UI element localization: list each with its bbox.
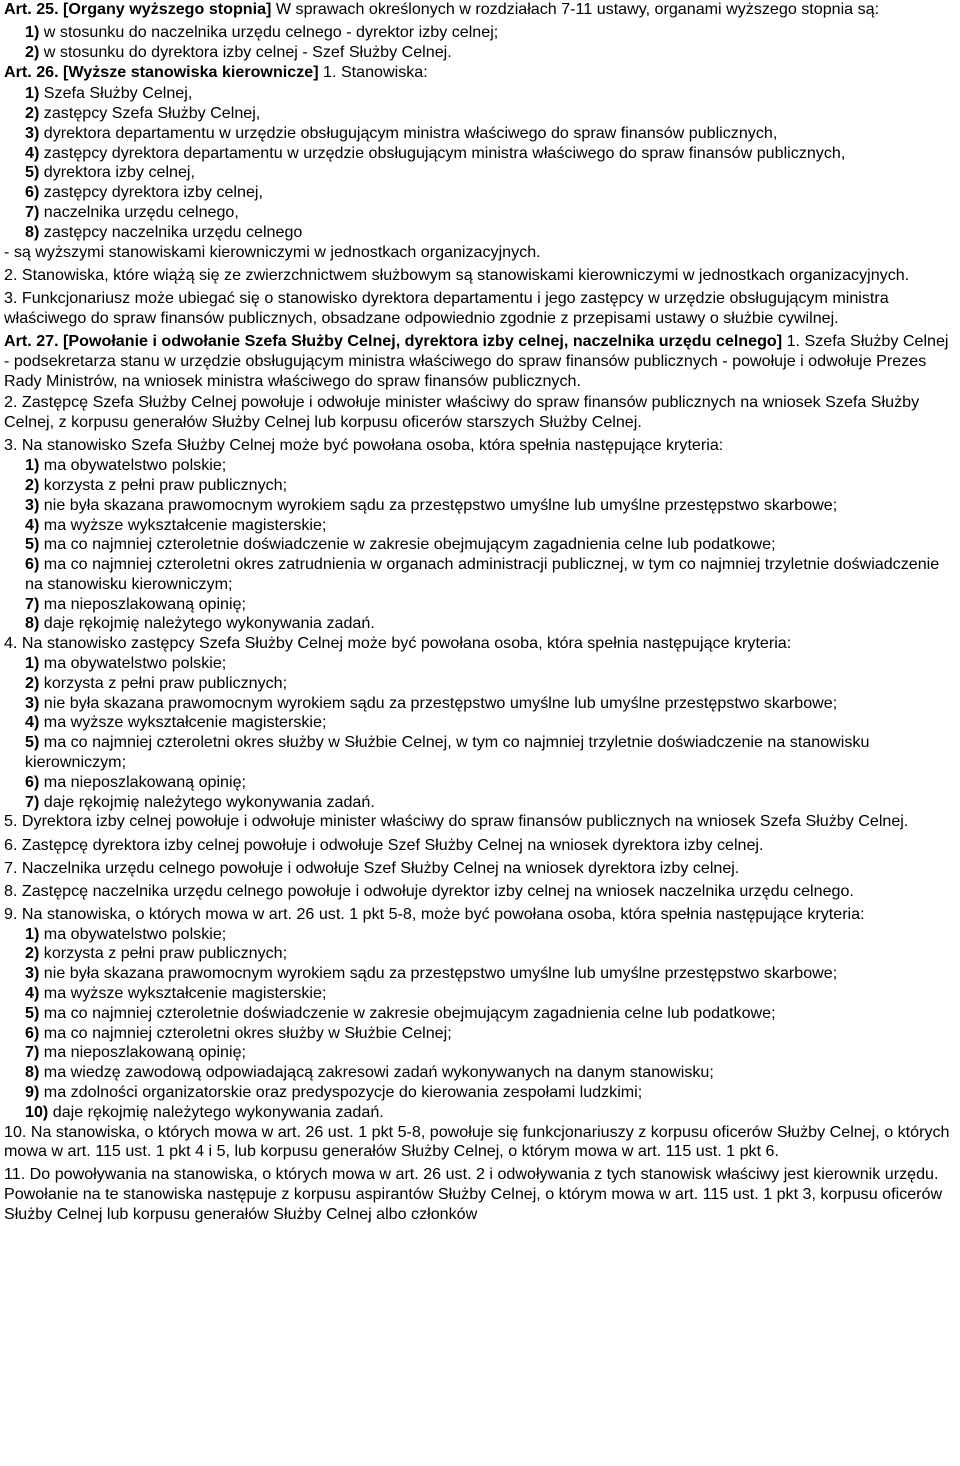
point-text: ma obywatelstwo polskie; bbox=[43, 654, 227, 673]
point-text: ma co najmniej czteroletni okres służby w Służbie Celnej, w tym co najmniej trzyletnie doświadczenie na stanowisku kierowniczym; bbox=[25, 733, 870, 772]
point-number: 5) bbox=[25, 1003, 40, 1022]
article-intro: W sprawach określonych w rozdziałach 7-11 ustawy, organami wyższego stopnia są: bbox=[275, 0, 880, 18]
paragraph-4-list bbox=[4, 654, 956, 812]
list-item bbox=[25, 535, 956, 555]
point-text: daje rękojmię należytego wykonywania zadań. bbox=[43, 792, 375, 811]
point-number: 8) bbox=[25, 614, 40, 633]
point-number: 1) bbox=[25, 654, 40, 673]
list-item bbox=[25, 713, 956, 733]
paragraph-3: 3. Na stanowisko Szefa Służby Celnej może być powołana osoba, która spełnia następujące kryteria: bbox=[4, 436, 724, 455]
list-item bbox=[25, 476, 956, 496]
point-number: 7) bbox=[25, 1043, 40, 1062]
list-item bbox=[25, 43, 956, 63]
paragraph-8: 8. Zastępcę naczelnika urzędu celnego powołuje i odwołuje dyrektor izby celnej na wniosek naczelnika urzędu celnego. bbox=[4, 881, 854, 900]
paragraph-3-list bbox=[4, 456, 956, 634]
article-title: [Organy wyższego stopnia] bbox=[63, 0, 272, 18]
paragraph-10: 10. Na stanowiska, o których mowa w art. 26 ust. 1 pkt 5-8, powołuje się funkcjonariuszy z korpusu oficerów Służby Celnej, o których mowa w art. 115 ust. 1 pkt 4 i 5, lub korpusu generałów Służby Celnej, o którym mowa w art. 115 ust. 1 pkt 6. bbox=[4, 1122, 950, 1161]
point-text: w stosunku do dyrektora izby celnej - Szef Służby Celnej. bbox=[43, 42, 452, 61]
point-number: 4) bbox=[25, 143, 40, 162]
list-item bbox=[25, 1063, 956, 1083]
point-number: 2) bbox=[25, 104, 40, 123]
list-item bbox=[25, 223, 956, 243]
point-number: 7) bbox=[25, 594, 40, 613]
point-text: ma obywatelstwo polskie; bbox=[43, 924, 227, 943]
paragraph-7: 7. Naczelnika urzędu celnego powołuje i odwołuje Szef Służby Celnej na wniosek dyrektora izby celnej. bbox=[4, 858, 740, 877]
point-text: daje rękojmię należytego wykonywania zadań. bbox=[43, 614, 375, 633]
point-text: ma nieposzlakowaną opinię; bbox=[43, 1043, 246, 1062]
list-item bbox=[25, 1103, 956, 1123]
paragraph-3: 3. Funkcjonariusz może ubiegać się o stanowisko dyrektora departamentu i jego zastępcy w urzędzie obsługującym ministra właściwego do spraw finansów publicznych, obsadzane odpowiednio zgodnie z przepisami ustawy o służbie cywilnej. bbox=[4, 289, 889, 328]
point-number: 8) bbox=[25, 222, 40, 241]
point-text: korzysta z pełni praw publicznych; bbox=[43, 475, 288, 494]
point-text: ma nieposzlakowaną opinię; bbox=[43, 594, 246, 613]
paragraph-1: 1. Szefa Służby Celnej - podsekretarza stanu w urzędzie obsługującym ministra właściwego do spraw finansów publicznych - powołuje i odwołuje Prezes Rady Ministrów, na wniosek ministra właściwego do spraw finansów publicznych. bbox=[4, 332, 949, 390]
point-number: 2) bbox=[25, 944, 40, 963]
art-27 bbox=[4, 332, 956, 391]
paragraph-4: 4. Na stanowisko zastępcy Szefa Służby Celnej może być powołana osoba, która spełnia następujące kryteria: bbox=[4, 634, 792, 653]
list-item bbox=[25, 793, 956, 813]
list-item bbox=[25, 773, 956, 793]
list-item bbox=[25, 984, 956, 1004]
paragraph-6: 6. Zastępcę dyrektora izby celnej powołuje i odwołuje Szef Służby Celnej na wniosek dyrektora izby celnej. bbox=[4, 835, 764, 854]
list-item bbox=[25, 203, 956, 223]
point-text: ma zdolności organizatorskie oraz predyspozycje do kierowania zespołami ludzkimi; bbox=[43, 1083, 643, 1101]
list-item bbox=[25, 694, 956, 714]
point-text: ma co najmniej czteroletni okres służby w Służbie Celnej; bbox=[43, 1023, 452, 1042]
art-26 bbox=[4, 63, 956, 83]
point-text: w stosunku do naczelnika urzędu celnego - dyrektor izby celnej; bbox=[43, 23, 499, 42]
list-item bbox=[25, 516, 956, 536]
list-item bbox=[25, 944, 956, 964]
point-number: 7) bbox=[25, 792, 40, 811]
point-text: naczelnika urzędu celnego, bbox=[43, 203, 239, 222]
point-number: 6) bbox=[25, 555, 40, 574]
paragraph-1: 1. Stanowiska: bbox=[323, 62, 428, 81]
point-number: 6) bbox=[25, 183, 40, 202]
point-number: 6) bbox=[25, 772, 40, 791]
point-number: 1) bbox=[25, 84, 40, 103]
point-text: Szefa Służby Celnej, bbox=[43, 84, 193, 103]
point-text: ma obywatelstwo polskie; bbox=[43, 456, 227, 475]
point-number: 1) bbox=[25, 456, 40, 475]
paragraph-9-list bbox=[4, 925, 956, 1123]
paragraph-11: 11. Do powoływania na stanowiska, o których mowa w art. 26 ust. 2 i odwoływania z tych stanowisk właściwy jest kierownik urzędu. Powołanie na te stanowiska następuje z korpusu aspirantów Służby Celnej, o którym mowa w art. 115 ust. 1 pkt 3, korpusu oficerów Służby Celnej lub korpusu generałów Służby Celnej albo członków bbox=[4, 1165, 943, 1224]
point-number: 8) bbox=[25, 1063, 40, 1082]
list-item bbox=[25, 163, 956, 183]
paragraph-2: 2. Zastępcę Szefa Służby Celnej powołuje i odwołuje minister właściwy do spraw finansów publicznych na wniosek Szefa Służby Celnej, z korpusu generałów Służby Celnej lub korpusu oficerów starszych Służby Celnej. bbox=[4, 393, 920, 432]
point-text: ma wyższe wykształcenie magisterskie; bbox=[43, 515, 327, 534]
point-text: ma wyższe wykształcenie magisterskie; bbox=[43, 713, 327, 732]
list-item bbox=[25, 595, 956, 615]
point-number: 10) bbox=[25, 1102, 49, 1121]
point-number: 3) bbox=[25, 964, 40, 983]
point-text: korzysta z pełni praw publicznych; bbox=[43, 673, 288, 692]
point-number: 2) bbox=[25, 673, 40, 692]
list-item bbox=[25, 1083, 956, 1103]
point-text: zastępcy dyrektora izby celnej, bbox=[43, 183, 263, 202]
article-title: [Powołanie i odwołanie Szefa Służby Celnej, dyrektora izby celnej, naczelnika urzędu celnego] bbox=[63, 332, 783, 351]
article-title: [Wyższe stanowiska kierownicze] bbox=[63, 62, 319, 81]
list-item bbox=[25, 496, 956, 516]
list-item bbox=[25, 614, 956, 634]
list-item bbox=[25, 183, 956, 203]
paragraph-5: 5. Dyrektora izby celnej powołuje i odwołuje minister właściwy do spraw finansów publicznych na wniosek Szefa Służby Celnej. bbox=[4, 812, 909, 831]
point-text: dyrektora departamentu w urzędzie obsługującym ministra właściwego do spraw finansów publicznych, bbox=[43, 123, 778, 142]
point-number: 3) bbox=[25, 123, 40, 142]
point-number: 1) bbox=[25, 924, 40, 943]
paragraph-9: 9. Na stanowiska, o których mowa w art. 26 ust. 1 pkt 5-8, może być powołana osoba, która spełnia następujące kryteria: bbox=[4, 904, 865, 923]
point-number: 4) bbox=[25, 515, 40, 534]
point-number: 4) bbox=[25, 984, 40, 1003]
point-number: 6) bbox=[25, 1023, 40, 1042]
point-text: ma nieposzlakowaną opinię; bbox=[43, 772, 246, 791]
point-number: 2) bbox=[25, 42, 40, 61]
article-number: Art. 27. bbox=[4, 332, 59, 351]
point-text: ma wyższe wykształcenie magisterskie; bbox=[43, 984, 327, 1003]
article-number: Art. 26. bbox=[4, 62, 59, 81]
list-item bbox=[25, 1043, 956, 1063]
point-number: 9) bbox=[25, 1083, 40, 1101]
point-text: nie była skazana prawomocnym wyrokiem sądu za przestępstwo umyślne lub umyślne przestępstwo skarbowe; bbox=[43, 693, 838, 712]
point-text: daje rękojmię należytego wykonywania zadań. bbox=[52, 1102, 384, 1121]
point-text: ma co najmniej czteroletni okres zatrudnienia w organach administracji publicznej, w tym co najmniej trzyletnie doświadczenie na stanowisku kierowniczym; bbox=[25, 555, 940, 593]
article-number: Art. 25. bbox=[4, 0, 59, 18]
point-text: ma co najmniej czteroletnie doświadczenie w zakresie obejmującym zagadnienia celne lub podatkowe; bbox=[43, 1003, 776, 1022]
list-item bbox=[25, 555, 956, 595]
point-text: nie była skazana prawomocnym wyrokiem sądu za przestępstwo umyślne lub umyślne przestępstwo skarbowe; bbox=[43, 495, 838, 514]
point-text: zastępcy Szefa Służby Celnej, bbox=[43, 104, 261, 123]
art-26-list bbox=[4, 84, 956, 242]
point-text: nie była skazana prawomocnym wyrokiem sądu za przestępstwo umyślne lub umyślne przestępstwo skarbowe; bbox=[43, 964, 838, 983]
point-text: zastępcy dyrektora departamentu w urzędzie obsługującym ministra właściwego do spraw finansów publicznych, bbox=[43, 143, 846, 162]
list-item bbox=[25, 124, 956, 144]
point-number: 5) bbox=[25, 535, 40, 554]
point-number: 4) bbox=[25, 713, 40, 732]
point-number: 3) bbox=[25, 693, 40, 712]
list-item bbox=[25, 104, 956, 124]
list-item bbox=[25, 84, 956, 104]
point-text: ma wiedzę zawodową odpowiadającą zakresowi zadań wykonywanych na danym stanowisku; bbox=[43, 1063, 714, 1082]
art-25 bbox=[4, 0, 956, 20]
list-item bbox=[25, 964, 956, 984]
list-item bbox=[25, 23, 956, 43]
list-item bbox=[25, 144, 956, 164]
list-item bbox=[25, 654, 956, 674]
list-item bbox=[25, 456, 956, 476]
list-item bbox=[25, 674, 956, 694]
point-text: ma co najmniej czteroletnie doświadczenie w zakresie obejmującym zagadnienia celne lub podatkowe; bbox=[43, 535, 776, 554]
point-number: 5) bbox=[25, 163, 40, 182]
point-number: 5) bbox=[25, 733, 40, 752]
point-number: 2) bbox=[25, 475, 40, 494]
point-number: 1) bbox=[25, 23, 40, 42]
list-item bbox=[25, 1024, 956, 1044]
point-number: 3) bbox=[25, 495, 40, 514]
art-26-closing: - są wyższymi stanowiskami kierowniczymi w jednostkach organizacyjnych. bbox=[4, 242, 541, 261]
point-text: korzysta z pełni praw publicznych; bbox=[43, 944, 288, 963]
list-item bbox=[25, 733, 956, 773]
point-text: dyrektora izby celnej, bbox=[43, 163, 195, 182]
list-item bbox=[25, 1004, 956, 1024]
point-text: zastępcy naczelnika urzędu celnego bbox=[43, 222, 303, 241]
art-25-list bbox=[4, 23, 956, 63]
list-item bbox=[25, 925, 956, 945]
point-number: 7) bbox=[25, 203, 40, 222]
paragraph-2: 2. Stanowiska, które wiążą się ze zwierzchnictwem służbowym są stanowiskami kierowniczymi w jednostkach organizacyjnych. bbox=[4, 266, 910, 285]
